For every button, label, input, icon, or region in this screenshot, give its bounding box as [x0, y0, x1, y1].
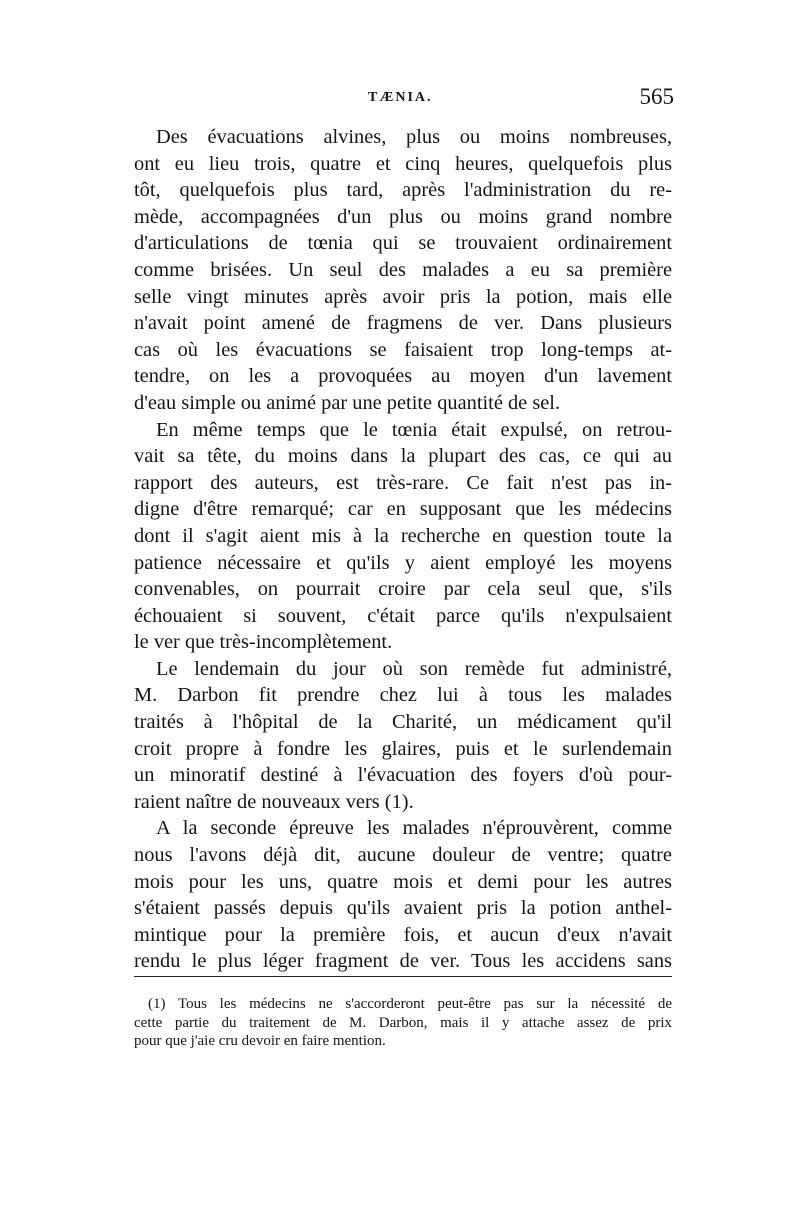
text-line: patience nécessaire et qu'ils y aient employé les moyens — [134, 551, 672, 574]
text-line: dont il s'agit aient mis à la recherche en question toute la — [134, 524, 672, 547]
running-head: TÆNIA. — [368, 90, 433, 105]
footnote-line: cette partie du traitement de M. Darbon, mais il y attache assez de prix — [134, 1014, 672, 1031]
text-line: n'avait point amené de fragmens de ver. Dans plusieurs — [134, 312, 672, 335]
text-line: le ver que très-incomplètement. — [134, 631, 393, 654]
text-line: En même temps que le tœnia était expulsé, on retrou- — [156, 418, 672, 441]
body-text — [134, 124, 672, 975]
text-line: traités à l'hôpital de la Charité, un médicament qu'il — [134, 711, 672, 734]
text-line: A la seconde épreuve les malades n'éprouvèrent, comme — [156, 817, 672, 840]
text-line: M. Darbon fit prendre chez lui à tous les malades — [134, 684, 672, 707]
footnote-line: (1) Tous les médecins ne s'accorderont peut-être pas sur la nécessité de — [148, 996, 672, 1012]
text-line: digne d'être remarqué; car en supposant que les médecins — [134, 498, 672, 521]
text-line: Le lendemain du jour où son remède fut administré, — [156, 657, 672, 680]
text-line: Des évacuations alvines, plus ou moins nombreuses, — [156, 126, 672, 148]
text-line: convenables, on pourrait croire par cela seul que, s'ils — [134, 578, 672, 601]
text-line: tôt, quelquefois plus tard, après l'administration du re- — [134, 179, 672, 202]
text-line: mintique pour la première fois, et aucun d'eux n'avait — [134, 923, 672, 946]
text-line: s'étaient passés depuis qu'ils avaient pris la potion anthel- — [134, 897, 672, 920]
text-line: d'articulations de tœnia qui se trouvaient ordinairement — [134, 232, 672, 255]
text-line: croit propre à fondre les glaires, puis et le surlendemain — [134, 737, 672, 760]
text-line: un minoratif destiné à l'évacuation des foyers d'où pour- — [134, 764, 672, 787]
text-line: échouaient si souvent, c'était parce qu'ils n'expulsaient — [134, 604, 672, 627]
footnote-divider — [134, 976, 672, 977]
text-line: d'eau simple ou animé par une petite quantité de sel. — [134, 391, 561, 414]
text-line: cas où les évacuations se faisaient trop long-temps at- — [134, 338, 672, 361]
text-line: vait sa tête, du moins dans la plupart des cas, ce qui au — [134, 445, 672, 468]
text-line: rapport des auteurs, est très-rare. Ce fait n'est pas in- — [134, 471, 672, 494]
text-line: ont eu lieu trois, quatre et cinq heures, quelquefois plus — [134, 152, 672, 175]
text-line: tendre, on les a provoquées au moyen d'un lavement — [134, 365, 672, 388]
text-line: nous l'avons déjà dit, aucune douleur de ventre; quatre — [134, 844, 672, 867]
text-line: raient naître de nouveaux vers (1). — [134, 790, 414, 813]
page-header — [136, 86, 674, 116]
text-line: mois pour les uns, quatre mois et demi pour les autres — [134, 870, 672, 893]
page-number: 565 — [639, 84, 674, 109]
text-line: rendu le plus léger fragment de ver. Tous les accidens sans — [134, 950, 672, 973]
text-line: selle vingt minutes après avoir pris la potion, mais elle — [134, 285, 672, 308]
footnote — [134, 995, 672, 1051]
footnote-line: pour que j'aie cru devoir en faire mention. — [134, 1033, 386, 1049]
text-line: comme brisées. Un seul des malades a eu sa première — [134, 258, 672, 281]
text-line: mède, accompagnées d'un plus ou moins grand nombre — [134, 205, 672, 228]
